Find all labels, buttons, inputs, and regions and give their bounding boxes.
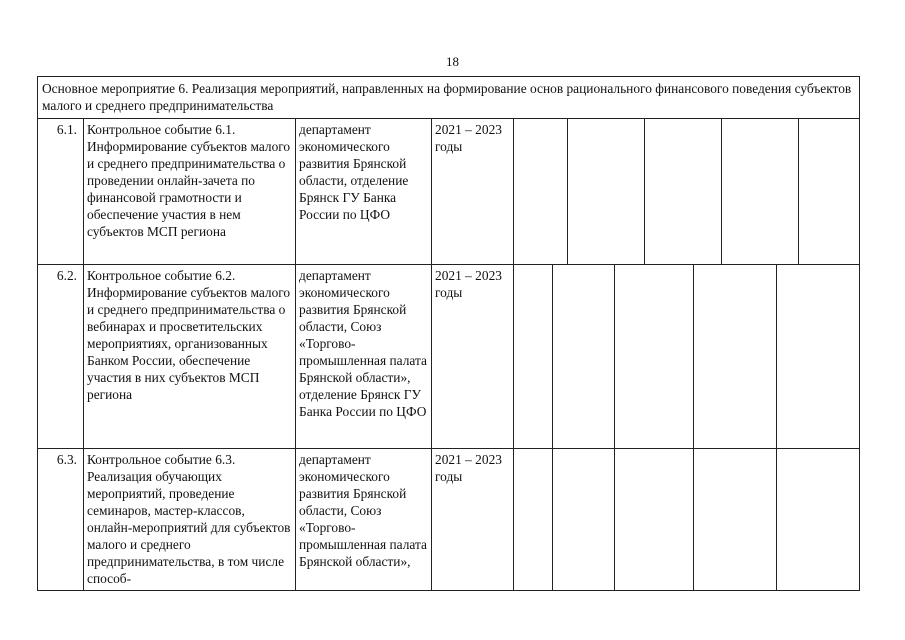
period: 2021 – 2023 годы (432, 265, 514, 449)
row-number: 6.2. (38, 265, 84, 449)
executor: департамент экономического развития Брянской области, Союз «Торгово-промышленная палата Брянской области», (296, 449, 432, 591)
empty-columns (514, 265, 860, 449)
empty-columns (514, 119, 860, 265)
event-description: Контрольное событие 6.2. Информирование субъектов малого и среднего предпринимательства о вебинарах и просветительских мероприятиях, организованных Банком России, обеспечение участия в них субъектов МСП региона (84, 265, 296, 449)
executor: департамент экономического развития Брянской области, отделение Брянск ГУ Банка России по ЦФО (296, 119, 432, 265)
activity-table (37, 76, 860, 591)
table-row (38, 265, 860, 449)
empty-columns (514, 449, 860, 591)
page-number: 18 (446, 54, 459, 69)
executor: департамент экономического развития Брянской области, Союз «Торгово-промышленная палата Брянской области», отделение Брянск ГУ Банка России по ЦФО (296, 265, 432, 449)
period: 2021 – 2023 годы (432, 449, 514, 591)
table-row (38, 119, 860, 265)
row-number: 6.1. (38, 119, 84, 265)
table-row (38, 449, 860, 591)
row-number: 6.3. (38, 449, 84, 591)
main-activity-title: Основное мероприятие 6. Реализация мероприятий, направленных на формирование основ рационального финансового поведения субъектов малого и среднего предпринимательства (38, 77, 860, 119)
period: 2021 – 2023 годы (432, 119, 514, 265)
event-description: Контрольное событие 6.3. Реализация обучающих мероприятий, проведение семинаров, мастер-классов, онлайн-мероприятий для субъектов малого и среднего предпринимательства, в том числе способ- (84, 449, 296, 591)
event-description: Контрольное событие 6.1. Информирование субъектов малого и среднего предпринимательства о проведении онлайн-зачета по финансовой грамотности и обеспечение участия в нем субъектов МСП региона (84, 119, 296, 265)
table-header-row (38, 77, 860, 119)
